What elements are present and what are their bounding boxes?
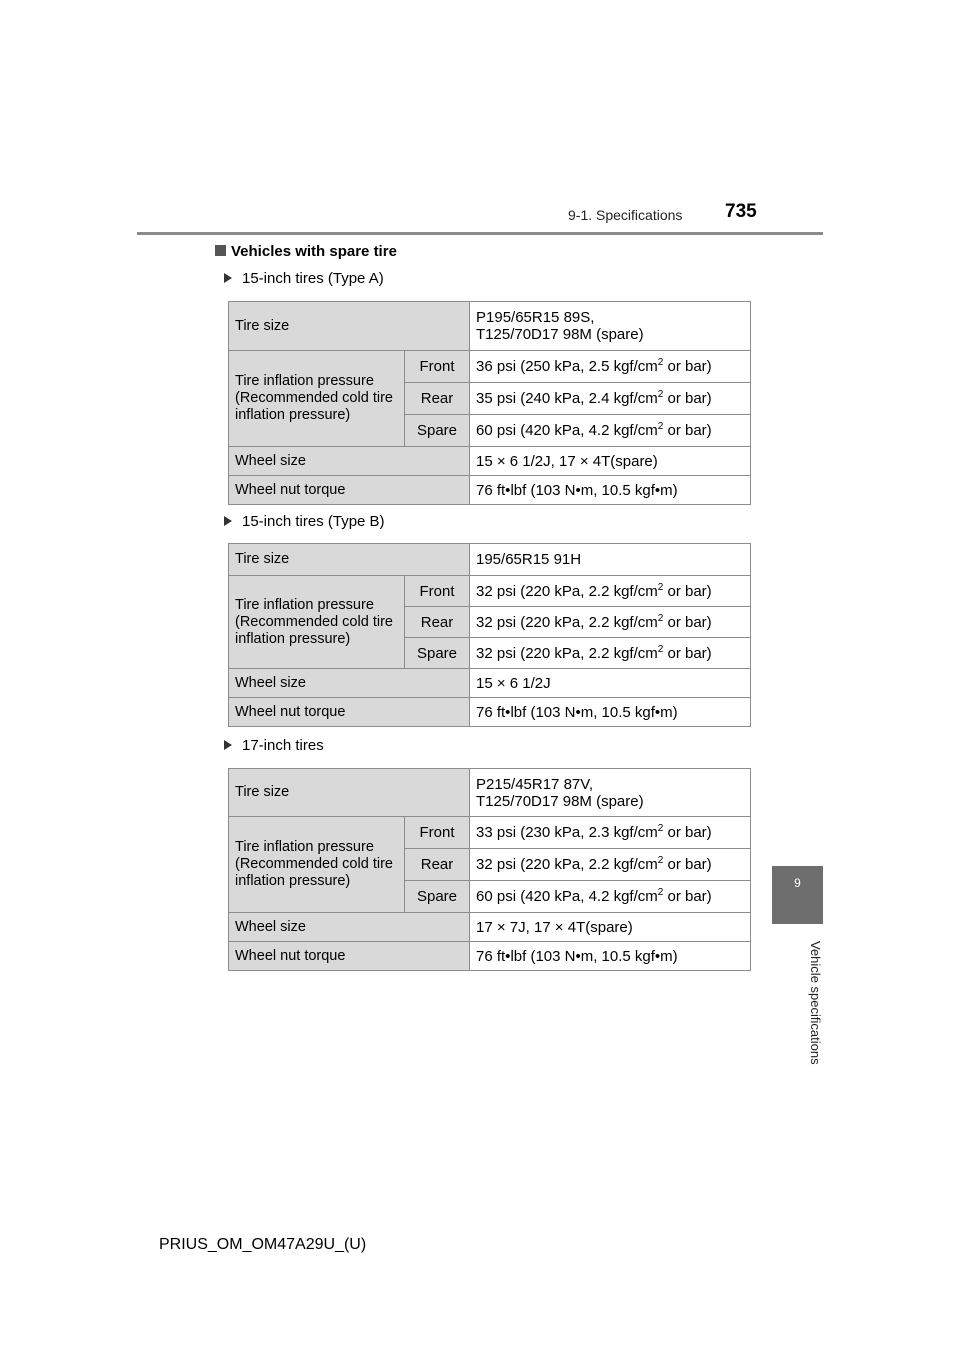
pressure-position: Spare bbox=[405, 881, 470, 913]
torque-value: 76 ft•lbf (103 N•m, 10.5 kgf•m) bbox=[470, 942, 751, 971]
table-row bbox=[229, 447, 751, 476]
arrow-bullet-icon bbox=[224, 273, 232, 283]
pressure-position: Spare bbox=[405, 415, 470, 447]
pressure-label: Tire inflation pressure (Recommended cold tire inflation pressure) bbox=[229, 576, 405, 669]
subheading-type-b bbox=[224, 513, 385, 530]
pressure-position: Rear bbox=[405, 607, 470, 638]
table-row bbox=[229, 913, 751, 942]
tire-size-value bbox=[470, 769, 751, 817]
pressure-value: 32 psi (220 kPa, 2.2 kgf/$cm^2$ or bar) bbox=[470, 849, 751, 881]
tire-size-line: T125/70D17 98M (spare) bbox=[476, 326, 644, 343]
wheel-size-value: 15 × 6 1/2J, 17 × 4T(spare) bbox=[470, 447, 751, 476]
tire-size-line: P215/45R17 87V, bbox=[476, 775, 594, 793]
pressure-value: 32 psi (220 kPa, 2.2 kgf/$cm^2$ or bar) bbox=[470, 638, 751, 669]
tire-size-label: Tire size bbox=[229, 769, 470, 817]
pressure-value: 35 psi (240 kPa, 2.4 kgf/$cm^2$ or bar) bbox=[470, 383, 751, 415]
spec-table-type-b bbox=[228, 543, 751, 727]
chapter-tab-label: Vehicle specifications bbox=[808, 940, 823, 1065]
section-heading bbox=[215, 243, 397, 260]
pressure-value: 33 psi (230 kPa, 2.3 kgf/$cm^2$ or bar) bbox=[470, 817, 751, 849]
pressure-position: Front bbox=[405, 576, 470, 607]
pressure-value: 60 psi (420 kPa, 4.2 kgf/$cm^2$ or bar) bbox=[470, 415, 751, 447]
wheel-size-value: 17 × 7J, 17 × 4T(spare) bbox=[470, 913, 751, 942]
arrow-bullet-icon bbox=[224, 516, 232, 526]
table-row bbox=[229, 942, 751, 971]
spec-table-17-inch bbox=[228, 768, 751, 971]
table-row bbox=[229, 544, 751, 576]
pressure-position: Spare bbox=[405, 638, 470, 669]
wheel-size-label: Wheel size bbox=[229, 913, 470, 942]
torque-value: 76 ft•lbf (103 N•m, 10.5 kgf•m) bbox=[470, 476, 751, 505]
pressure-value: 32 psi (220 kPa, 2.2 kgf/$cm^2$ or bar) bbox=[470, 576, 751, 607]
table-row bbox=[229, 351, 751, 383]
document-footer: PRIUS_OM_OM47A29U_(U) bbox=[159, 1236, 367, 1253]
torque-label: Wheel nut torque bbox=[229, 476, 470, 505]
pressure-position: Rear bbox=[405, 849, 470, 881]
tire-size-line: P195/65R15 89S, bbox=[476, 309, 595, 326]
subheading-text: 15-inch tires (Type A) bbox=[242, 270, 384, 287]
table-row bbox=[229, 302, 751, 351]
wheel-size-value: 15 × 6 1/2J bbox=[470, 669, 751, 698]
pressure-position: Rear bbox=[405, 383, 470, 415]
tire-size-value bbox=[470, 302, 751, 351]
pressure-position: Front bbox=[405, 351, 470, 383]
header-divider bbox=[137, 232, 823, 235]
table-row bbox=[229, 698, 751, 727]
wheel-size-label: Wheel size bbox=[229, 447, 470, 476]
table-row bbox=[229, 669, 751, 698]
chapter-tab-number: 9 bbox=[794, 876, 801, 890]
pressure-label: Tire inflation pressure (Recommended cold tire inflation pressure) bbox=[229, 817, 405, 913]
chapter-tab bbox=[772, 866, 823, 924]
torque-label: Wheel nut torque bbox=[229, 698, 470, 727]
subheading-text: 17-inch tires bbox=[242, 737, 324, 754]
tire-size-value: 195/65R15 91H bbox=[470, 544, 751, 576]
pressure-position: Front bbox=[405, 817, 470, 849]
pressure-value: 36 psi (250 kPa, 2.5 kgf/$cm^2$ or bar) bbox=[470, 351, 751, 383]
section-heading-text: Vehicles with spare tire bbox=[231, 243, 397, 260]
subheading-17-inch bbox=[224, 737, 324, 754]
wheel-size-label: Wheel size bbox=[229, 669, 470, 698]
table-row bbox=[229, 817, 751, 849]
spec-table-type-a bbox=[228, 301, 751, 505]
square-bullet-icon bbox=[215, 245, 226, 256]
table-row bbox=[229, 769, 751, 817]
pressure-value: 60 psi (420 kPa, 4.2 kgf/$cm^2$ or bar) bbox=[470, 881, 751, 913]
tire-size-label: Tire size bbox=[229, 302, 470, 351]
tire-size-line: T125/70D17 98M (spare) bbox=[476, 792, 644, 810]
subheading-text: 15-inch tires (Type B) bbox=[242, 513, 385, 530]
tire-size-label: Tire size bbox=[229, 544, 470, 576]
pressure-value: 32 psi (220 kPa, 2.2 kgf/$cm^2$ or bar) bbox=[470, 607, 751, 638]
subheading-type-a bbox=[224, 270, 384, 287]
pressure-label: Tire inflation pressure (Recommended cold tire inflation pressure) bbox=[229, 351, 405, 447]
torque-label: Wheel nut torque bbox=[229, 942, 470, 971]
page-number: 735 bbox=[725, 201, 757, 222]
table-row bbox=[229, 576, 751, 607]
arrow-bullet-icon bbox=[224, 740, 232, 750]
table-row bbox=[229, 476, 751, 505]
torque-value: 76 ft•lbf (103 N•m, 10.5 kgf•m) bbox=[470, 698, 751, 727]
section-title: 9-1. Specifications bbox=[568, 207, 683, 223]
